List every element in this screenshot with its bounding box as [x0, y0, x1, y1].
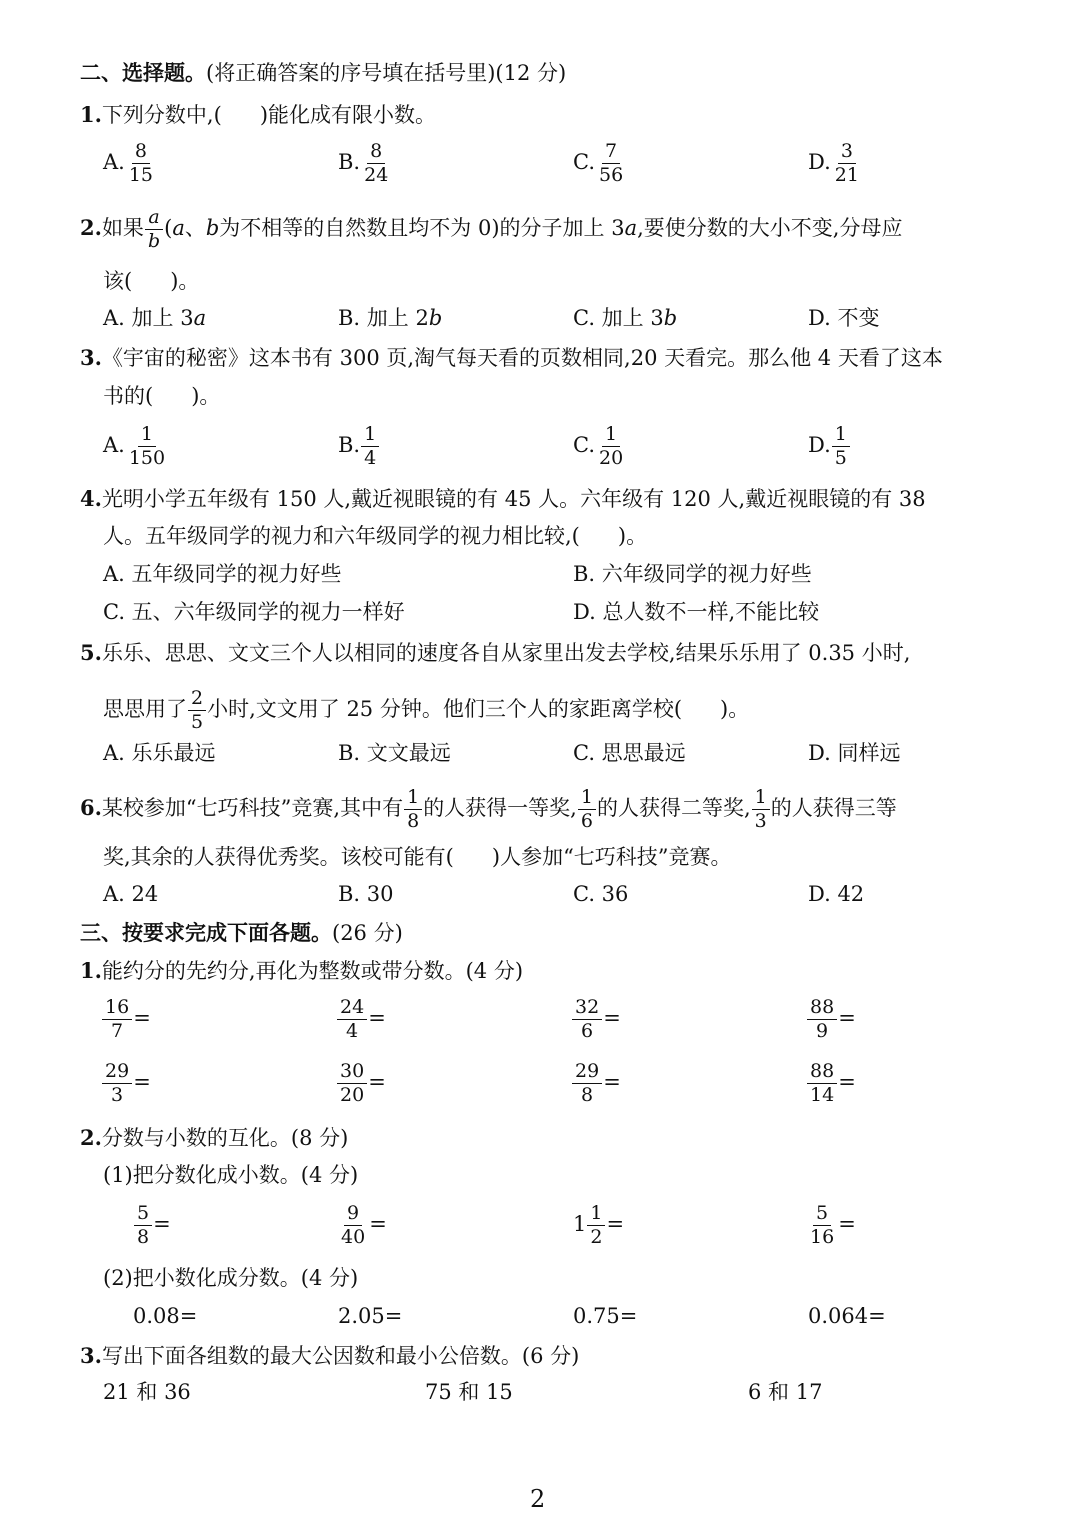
question-text: )。: [617, 524, 648, 548]
question-6: [80, 787, 897, 832]
equals-sign: =: [153, 1211, 171, 1236]
fraction: [337, 1061, 367, 1106]
question-number: 4.: [80, 486, 102, 511]
numerator: 5: [134, 1203, 152, 1226]
denominator: 7: [111, 1019, 124, 1042]
question-5: [80, 642, 910, 664]
numerator: 3: [838, 141, 856, 164]
question-3: [80, 347, 943, 369]
option-d[interactable]: D. 同样远: [808, 741, 901, 765]
fraction-item[interactable]: [101, 1061, 151, 1106]
denominator: 9: [816, 1019, 829, 1042]
option-label: C.: [573, 149, 595, 174]
option-a[interactable]: [103, 141, 157, 186]
option-label: A.: [103, 432, 125, 457]
question-text: 人。五年级同学的视力和六年级同学的视力相比较,(: [103, 524, 580, 548]
option-b[interactable]: B. 六年级同学的视力好些: [573, 562, 812, 586]
question-number: 5.: [80, 640, 102, 665]
question-number: 2.: [80, 1125, 102, 1150]
option-label: C.: [573, 432, 595, 457]
question-text: 的人获得一等奖,: [423, 795, 577, 820]
whole-part: 1: [573, 1211, 587, 1236]
fraction: [578, 787, 596, 832]
question-text: 为不相等的自然数且均不为 0)的分子加上 3: [219, 215, 625, 240]
sub-question-1: (1)把分数化成小数。(4 分): [103, 1163, 359, 1187]
numerator: 2: [188, 688, 206, 711]
fraction-item[interactable]: [806, 997, 856, 1042]
equals-sign: =: [368, 1069, 386, 1094]
option-b[interactable]: [338, 308, 442, 329]
fraction: [337, 997, 367, 1042]
decimal-item[interactable]: 0.08=: [133, 1304, 198, 1328]
numerator: 5: [813, 1203, 831, 1226]
numerator: a: [145, 207, 162, 230]
option-c[interactable]: [573, 308, 677, 329]
denominator: 14: [810, 1083, 835, 1106]
question-6-line-2: [103, 847, 732, 868]
fraction-item[interactable]: [101, 997, 151, 1042]
fraction-item[interactable]: [336, 997, 386, 1042]
equals-sign: =: [838, 1069, 856, 1094]
fraction: [572, 1061, 602, 1106]
denominator: 3: [754, 809, 767, 832]
fraction: [145, 207, 163, 252]
option-label: D.: [808, 432, 831, 457]
numerator: 30: [337, 1061, 367, 1084]
denominator: 8: [407, 809, 420, 832]
fraction: [126, 141, 156, 186]
numerator: 1: [587, 1203, 605, 1226]
equals-sign: =: [133, 1005, 151, 1030]
equals-sign: =: [838, 1211, 856, 1236]
option-d[interactable]: [808, 308, 879, 329]
numerator: 1: [578, 787, 596, 810]
question-number: 2.: [80, 214, 102, 240]
numerator: 1: [404, 787, 422, 810]
option-b[interactable]: B. 30: [338, 882, 394, 906]
fraction: [361, 141, 391, 186]
option-d[interactable]: D. 42: [808, 882, 865, 906]
question-text: 某校参加“七巧科技”竞赛,其中有: [101, 795, 404, 820]
option-label: D.: [808, 149, 831, 174]
question-text: )。: [191, 384, 221, 408]
question-5-line-2: [103, 688, 749, 733]
option-label: A.: [103, 149, 125, 174]
fraction: [188, 688, 206, 733]
question-text: 乐乐、思思、文文三个人以相同的速度各自从家里出发去学校,结果乐乐用了 0.35 小时,: [101, 641, 911, 665]
variable: b: [428, 306, 443, 330]
question-text: ,要使分数的大小不变,分母应: [637, 215, 903, 240]
fraction: [807, 1203, 837, 1248]
decimal-item[interactable]: 0.75=: [573, 1304, 638, 1328]
option-b[interactable]: [338, 424, 380, 469]
question-text: 如果: [101, 215, 144, 240]
number-pair-item[interactable]: 21 和 36: [103, 1380, 191, 1404]
denominator: 4: [346, 1019, 359, 1042]
question-number: 3.: [80, 345, 102, 370]
denominator: 21: [834, 163, 859, 186]
numerator: 8: [132, 141, 150, 164]
fraction: [832, 424, 850, 469]
decimal-item[interactable]: 0.064=: [808, 1304, 886, 1328]
fraction: [361, 424, 379, 469]
question-text: )能化成有限小数。: [259, 103, 437, 127]
denominator: 150: [128, 446, 166, 469]
numerator: 1: [752, 787, 770, 810]
denominator: 3: [111, 1083, 124, 1106]
question-text: 、: [184, 215, 206, 240]
numerator: 88: [807, 1061, 837, 1084]
numerator: 1: [832, 424, 850, 447]
s3-question-3: [80, 1345, 579, 1367]
question-text: (: [164, 215, 173, 240]
question-text: 写出下面各组数的最大公因数和最小公倍数。(6 分): [101, 1344, 580, 1368]
fraction: [832, 141, 862, 186]
option-a[interactable]: A. 五年级同学的视力好些: [103, 562, 342, 586]
question-text: 该(: [103, 269, 133, 293]
equals-sign: =: [368, 1005, 386, 1030]
variable: a: [172, 215, 185, 240]
variable: a: [624, 215, 638, 240]
numerator: 8: [367, 141, 385, 164]
fraction-item[interactable]: [133, 1203, 171, 1248]
denominator: 24: [364, 163, 389, 186]
denominator: 20: [340, 1083, 365, 1106]
option-c[interactable]: [573, 424, 627, 469]
equals-sign: =: [133, 1069, 151, 1094]
option-d[interactable]: [808, 141, 863, 186]
question-text: 下列分数中,(: [101, 103, 222, 127]
numerator: 32: [572, 997, 602, 1020]
fraction-item[interactable]: [806, 1061, 856, 1106]
equals-sign: =: [369, 1211, 387, 1236]
question-text: )。: [170, 269, 200, 293]
section-3-heading: [80, 922, 403, 944]
question-number: 1.: [80, 102, 102, 127]
fraction: [572, 997, 602, 1042]
fraction-item[interactable]: [571, 997, 621, 1042]
question-text: 能约分的先约分,再化为整数或带分数。(4 分): [101, 959, 524, 983]
denominator: 8: [137, 1225, 150, 1248]
option-a[interactable]: [103, 424, 169, 469]
denominator: 4: [364, 446, 377, 469]
question-text: 书的(: [103, 384, 154, 408]
question-number: 6.: [80, 794, 102, 820]
page-number: 2: [530, 1485, 546, 1513]
question-4-line-2: [103, 526, 647, 547]
section-2-note: (将正确答案的序号填在括号里)(12 分): [206, 61, 567, 85]
fraction-item[interactable]: [337, 1203, 387, 1248]
variable: b: [663, 306, 678, 330]
denominator: 6: [581, 1019, 594, 1042]
question-text: 的人获得二等奖,: [596, 795, 751, 820]
option-label: B. 加上 2: [338, 306, 429, 330]
fraction-item[interactable]: [806, 1203, 856, 1248]
option-label: C. 加上 3: [573, 306, 664, 330]
numerator: 1: [361, 424, 379, 447]
option-a[interactable]: A. 乐乐最远: [103, 741, 216, 765]
question-4: [80, 488, 926, 510]
variable: b: [205, 215, 220, 240]
number-pair-item[interactable]: 6 和 17: [748, 1380, 823, 1404]
question-3-line-2: [103, 386, 220, 407]
s3-question-2: [80, 1127, 348, 1149]
mixed-number-item[interactable]: [573, 1203, 624, 1248]
fraction: [102, 997, 132, 1042]
number-pair-item[interactable]: 75 和 15: [425, 1380, 513, 1404]
fraction: [596, 424, 626, 469]
decimal-item[interactable]: 2.05=: [338, 1304, 403, 1328]
option-c[interactable]: [573, 141, 627, 186]
question-text: 《宇宙的秘密》这本书有 300 页,淘气每天看的页数相同,20 天看完。那么他 4 天看了这本: [101, 346, 943, 370]
question-text: 奖,其余的人获得优秀奖。该校可能有(: [103, 845, 454, 869]
question-text: 分数与小数的互化。(8 分): [101, 1126, 349, 1150]
fraction: [587, 1203, 605, 1248]
numerator: 9: [344, 1203, 362, 1226]
variable: a: [193, 306, 207, 330]
s3-question-1: [80, 960, 523, 982]
numerator: 16: [102, 997, 132, 1020]
denominator: 6: [580, 809, 593, 832]
option-label: A. 加上 3: [103, 306, 194, 330]
question-text: )。: [720, 696, 750, 721]
option-d[interactable]: [808, 424, 851, 469]
section-3-note: (26 分): [332, 921, 403, 945]
question-2-line-2: [103, 271, 199, 292]
question-1: [80, 104, 436, 126]
denominator: 56: [599, 163, 624, 186]
option-label: D. 不变: [808, 306, 880, 330]
section-2-title: 二、选择题。: [80, 60, 206, 85]
sub-question-2: (2)把小数化成分数。(4 分): [103, 1266, 359, 1290]
option-d[interactable]: D. 总人数不一样,不能比较: [573, 600, 820, 624]
denominator: 20: [599, 446, 624, 469]
denominator: 2: [590, 1225, 603, 1248]
numerator: 1: [602, 424, 620, 447]
equals-sign: =: [603, 1069, 621, 1094]
numerator: 7: [602, 141, 620, 164]
option-c[interactable]: C. 36: [573, 882, 629, 906]
question-text: 小时,文文用了 25 分钟。他们三个人的家距离学校(: [207, 696, 683, 721]
numerator: 29: [102, 1061, 132, 1084]
question-2: [80, 207, 902, 252]
equals-sign: =: [606, 1211, 625, 1236]
option-c[interactable]: C. 五、六年级同学的视力一样好: [103, 600, 405, 624]
fraction-item[interactable]: [336, 1061, 386, 1106]
equals-sign: =: [838, 1005, 856, 1030]
option-c[interactable]: C. 思思最远: [573, 741, 686, 765]
question-number: 3.: [80, 1343, 102, 1368]
option-a[interactable]: [103, 308, 206, 329]
denominator: 5: [834, 446, 847, 469]
section-2-heading: [80, 62, 566, 84]
option-b[interactable]: B. 文文最远: [338, 741, 451, 765]
equals-sign: =: [603, 1005, 621, 1030]
question-text: 的人获得三等: [770, 795, 897, 820]
fraction: [752, 787, 770, 832]
section-3-title: 三、按要求完成下面各题。: [80, 920, 332, 945]
denominator: 5: [191, 710, 204, 733]
option-b[interactable]: [338, 141, 392, 186]
option-label: B.: [338, 149, 361, 174]
fraction: [102, 1061, 132, 1106]
fraction: [807, 1061, 837, 1106]
fraction: [596, 141, 626, 186]
option-label: B.: [338, 432, 361, 457]
fraction: [338, 1203, 368, 1248]
question-number: 1.: [80, 958, 102, 983]
fraction: [126, 424, 168, 469]
denominator: 40: [341, 1225, 366, 1248]
fraction: [134, 1203, 152, 1248]
numerator: 24: [337, 997, 367, 1020]
fraction-item[interactable]: [571, 1061, 621, 1106]
numerator: 1: [138, 424, 156, 447]
fraction: [404, 787, 422, 832]
question-text: )人参加“七巧科技”竞赛。: [491, 845, 732, 869]
numerator: 88: [807, 997, 837, 1020]
numerator: 29: [572, 1061, 602, 1084]
fraction: [807, 997, 837, 1042]
denominator: b: [147, 229, 161, 252]
question-text: 光明小学五年级有 150 人,戴近视眼镜的有 45 人。六年级有 120 人,戴近视眼镜的有 38: [101, 487, 926, 511]
denominator: 15: [128, 163, 154, 186]
question-text: 思思用了: [103, 696, 187, 721]
denominator: 16: [810, 1225, 835, 1248]
denominator: 8: [581, 1083, 594, 1106]
option-a[interactable]: A. 24: [103, 882, 159, 906]
